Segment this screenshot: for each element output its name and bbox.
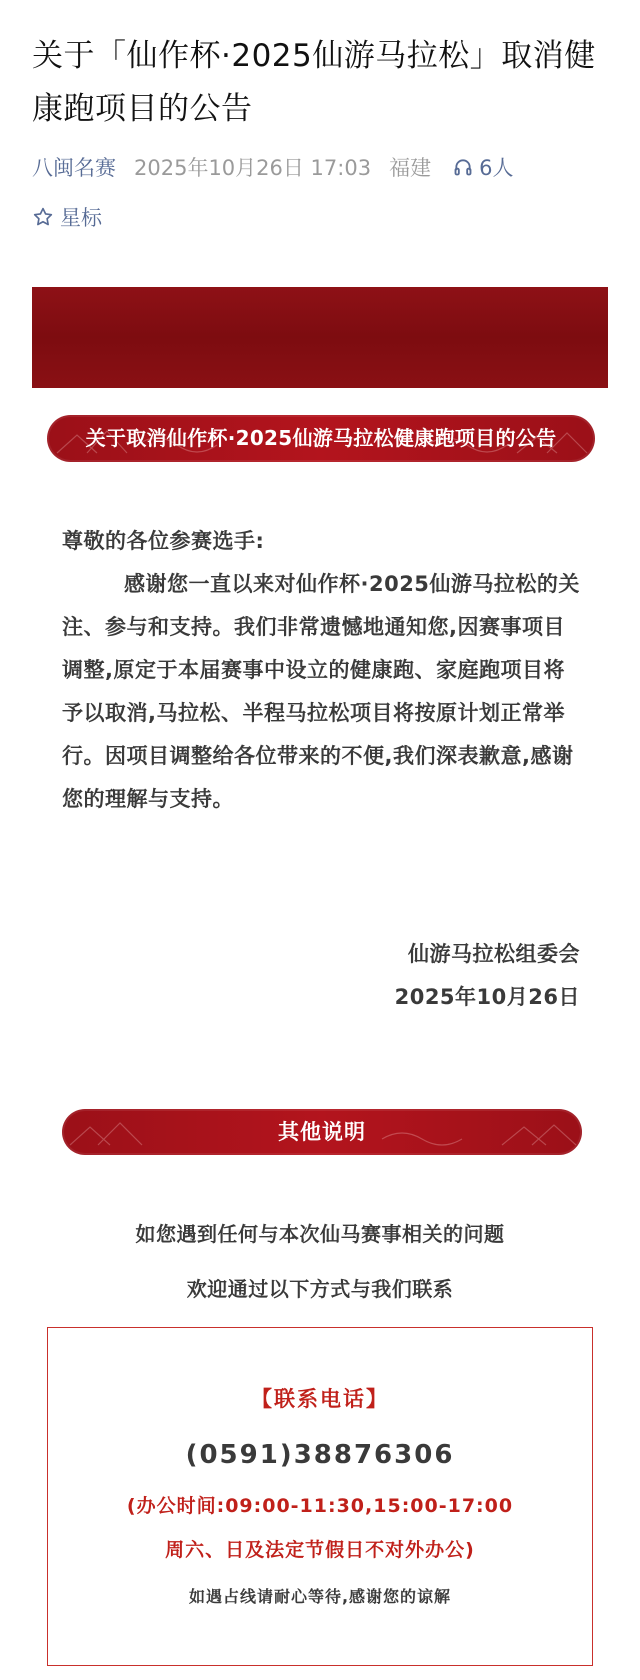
notice-signature — [395, 933, 580, 1019]
signature-organization: 仙游马拉松组委会 — [408, 942, 580, 966]
headphones-icon — [453, 157, 473, 177]
star-label: 星标 — [60, 206, 102, 230]
contact-phone-number[interactable]: (0591)38876306 — [185, 1440, 455, 1470]
star-button[interactable] — [32, 202, 102, 232]
article-meta — [32, 152, 632, 182]
notice-paragraph: 感谢您一直以来对仙作杯·2025仙游马拉松的关注、参与和支持。我们非常遗憾地通知您,因赛事项目调整,原定于本届赛事中设立的健康跑、家庭跑项目将予以取消,马拉松、半程马拉松项目将按原计划正常举行。因项目调整给各位带来的不便,我们深表歉意,感谢您的理解与支持。 — [62, 572, 580, 811]
listen-button[interactable] — [453, 152, 513, 182]
account-name-link[interactable]: 八闽名赛 — [32, 156, 116, 180]
contact-heading: 【联系电话】 — [251, 1387, 389, 1411]
other-section-banner — [62, 1109, 582, 1155]
star-outline-icon — [32, 206, 54, 228]
contact-intro-line1: 如您遇到任何与本次仙马赛事相关的问题 — [135, 1222, 505, 1246]
listen-count: 6人 — [479, 156, 514, 180]
publish-datetime: 2025年10月26日 17:03 — [134, 156, 372, 180]
notice-greeting: 尊敬的各位参赛选手: — [62, 529, 265, 553]
closed-days-note: 周六、日及法定节假日不对外办公) — [165, 1539, 475, 1561]
signature-date: 2025年10月26日 — [394, 985, 580, 1009]
section-title-banner — [47, 415, 595, 462]
notice-body — [62, 520, 582, 821]
region-label: 福建 — [389, 156, 432, 180]
contact-box — [47, 1327, 593, 1666]
article-title: 关于「仙作杯·2025仙游马拉松」取消健康跑项目的公告 — [32, 38, 596, 127]
header-banner-image — [32, 287, 608, 388]
office-hours: (办公时间:09:00-11:30,15:00-17:00 — [126, 1495, 514, 1517]
busy-line-note: 如遇占线请耐心等待,感谢您的谅解 — [188, 1587, 452, 1606]
contact-intro-line2: 欢迎通过以下方式与我们联系 — [186, 1277, 454, 1301]
other-section-title: 其他说明 — [278, 1120, 366, 1144]
section-title-text: 关于取消仙作杯·2025仙游马拉松健康跑项目的公告 — [85, 426, 557, 450]
